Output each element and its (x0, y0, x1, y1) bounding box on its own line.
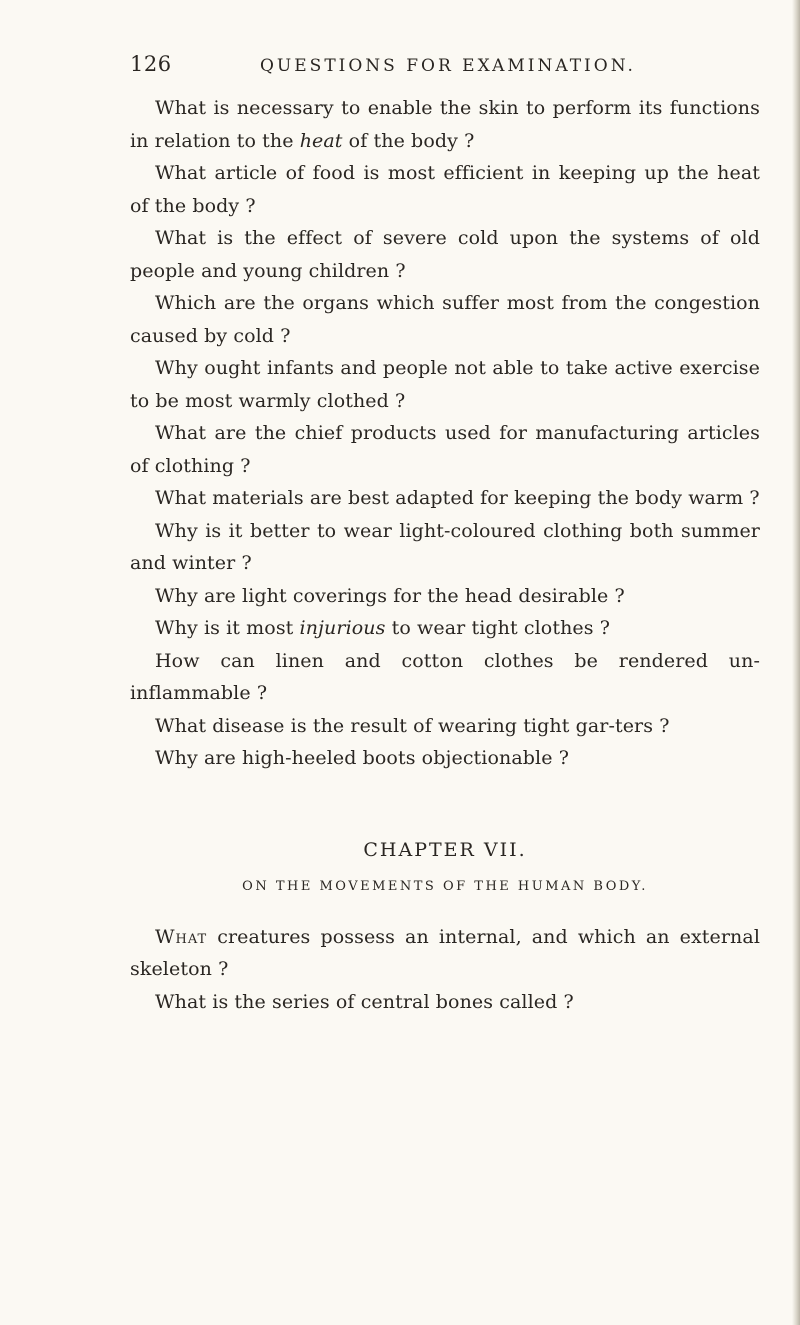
question-list (130, 92, 760, 775)
question-paragraph (130, 157, 760, 222)
question-paragraph (130, 645, 760, 710)
question-text-end: to wear tight clothes ? (385, 617, 611, 639)
question-text: What is necessary to enable the skin to perform its functions in relation to the (130, 97, 760, 152)
chapter-question-paragraph (130, 921, 760, 986)
running-title: QUESTIONS FOR EXAMINATION. (260, 56, 636, 76)
question-text: How can linen and cotton clothes be rendered un-inflammable ? (130, 649, 760, 704)
question-paragraph (130, 287, 760, 352)
question-paragraph (130, 352, 760, 417)
page-number: 126 (130, 52, 172, 76)
question-text: Why are high-heeled boots objectionable ? (155, 747, 569, 769)
chapter-subtitle: ON THE MOVEMENTS OF THE HUMAN BODY. (242, 878, 648, 894)
page-edge (792, 0, 800, 1325)
question-paragraph (130, 222, 760, 287)
chapter-question-lead: What (155, 925, 208, 948)
question-emphasis: injurious (299, 617, 386, 639)
question-text: What is the effect of severe cold upon the systems of old people and young children ? (130, 227, 760, 282)
chapter-question-list (130, 921, 760, 1019)
question-paragraph (130, 742, 760, 775)
page-body (130, 92, 760, 1018)
question-text: Why are light coverings for the head desirable ? (155, 584, 625, 607)
question-text-end: of the body ? (342, 129, 475, 152)
chapter-heading: CHAPTER VII. (363, 838, 527, 861)
question-paragraph (130, 482, 760, 515)
question-paragraph (130, 92, 760, 157)
question-paragraph (130, 580, 760, 613)
question-paragraph (130, 515, 760, 580)
question-text: Which are the organs which suffer most from the congestion caused by cold ? (130, 292, 760, 347)
question-text: Why ought infants and people not able to take active exercise to be most warmly clothed ? (130, 357, 760, 412)
question-text: What are the chief products used for manufacturing articles of clothing ? (130, 422, 760, 477)
question-text: Why is it better to wear light-coloured clothing both summer and winter ? (130, 519, 760, 574)
question-text: What materials are best adapted for keeping the body warm ? (155, 487, 760, 509)
page-header (0, 52, 800, 82)
question-paragraph (130, 710, 760, 743)
chapter-question-text: creatures possess an internal, and which an external skeleton ? (130, 925, 760, 980)
question-paragraph (130, 612, 760, 645)
question-text: What disease is the result of wearing tight gar-ters ? (155, 714, 670, 737)
question-paragraph (130, 417, 760, 482)
question-emphasis: heat (299, 129, 343, 152)
question-text: Why is it most (155, 617, 300, 639)
chapter-question-paragraph (130, 986, 760, 1019)
chapter-question-text: What is the series of central bones called ? (155, 990, 574, 1013)
question-text: What article of food is most efficient in keeping up the heat of the body ? (130, 162, 760, 217)
